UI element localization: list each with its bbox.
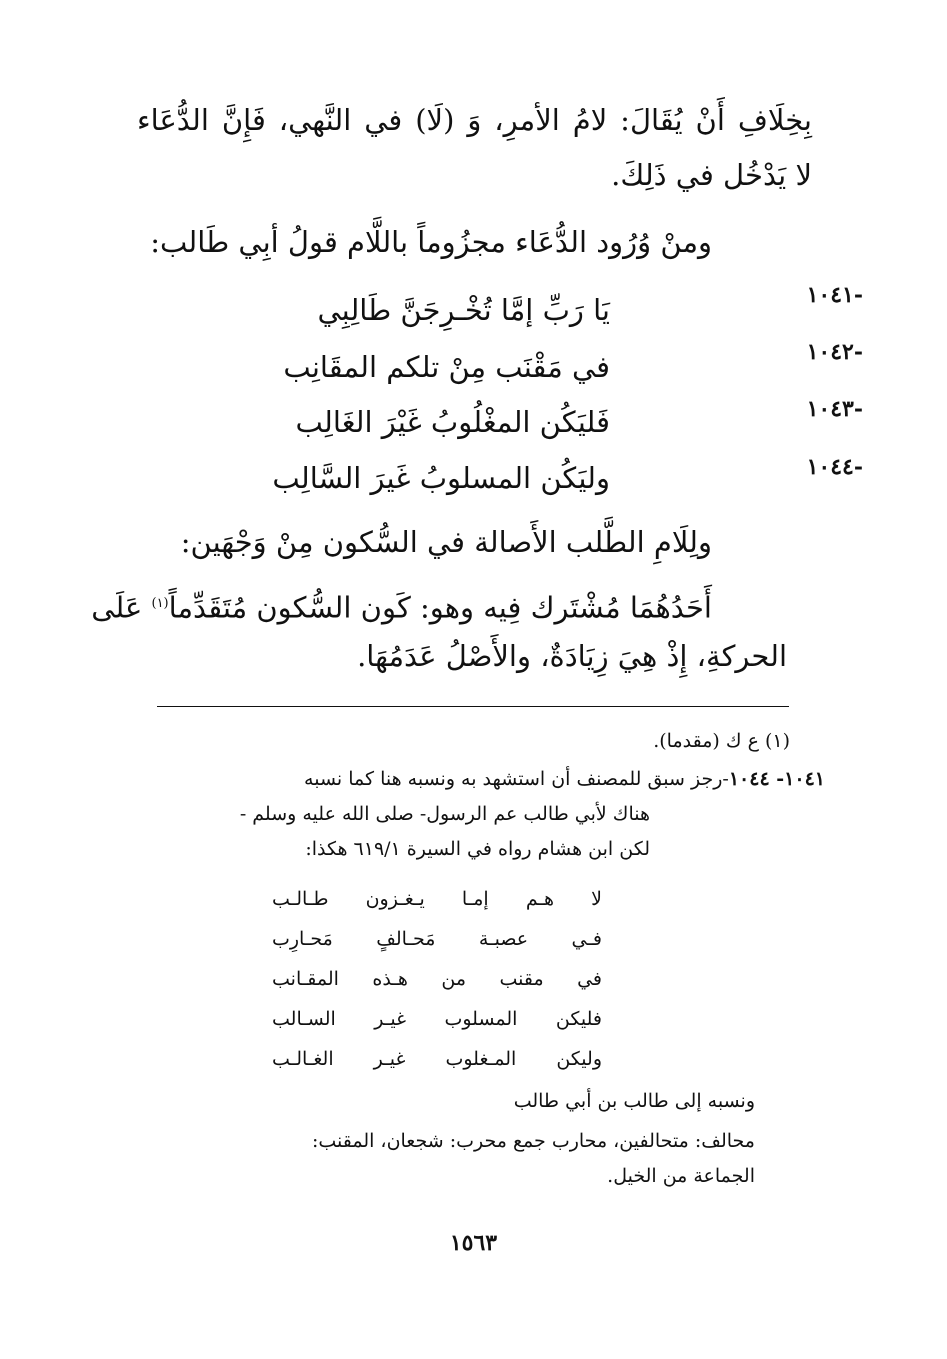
footnote-reference: (١) [151,596,169,611]
footnote-1: (١) ع ك (مقدما). [653,730,790,752]
footnote-poem-line: فليكن المسلوب غيـر السـالب [272,1008,602,1030]
body-line-2: لا يَدْخُل في ذَلِكَ. [611,158,812,192]
body-line-1: بِخِلَافِ أَنْ يُقَالَ: لامُ الأمرِ، وَ (لَا) في النَّهي، فَإِنَّ الدُّعَاء [137,103,812,137]
footnote-ref-line-2: هناك لأبي طالب عم الرسول- صلى الله عليه وسلم - [239,803,650,825]
body-line-6: الحركةِ، إِذْ هِيَ زِيَادَةٌ، والأَصْلُ عَدَمُهَا. [357,639,787,673]
footnote-poem-line: في مقنب من هـذه المقـانب [272,968,602,990]
footnote-divider [157,706,789,707]
verse-number: -١٠٤٢ [806,339,863,365]
footnote-ref-number: ١٠٤١- ١٠٤٤ [728,768,825,790]
body-line-5-text: أَحَدُهُمَا مُشْتَرك فِيه وهو: كَون السُّكون مُتَقَدِّماً [168,590,712,625]
body-line-4: ولِلَامِ الطَّلب الأَصالة في السُّكون مِنْ وَجْهَين: [180,525,712,559]
body-line-5 [91,584,712,628]
footnote-poem-line: فـي عصبـة مَحـالفٍ مَحـارِب [272,928,602,950]
verse-line: يَا رَبِّ إمَّا تُخْـرِجَنَّ طَالِبِي [317,293,610,327]
footnote-poem-line: وليكن المـغلوب غيـر الغـالـب [272,1048,602,1070]
verse-number: -١٠٤٣ [806,396,863,422]
verse-number: -١٠٤٤ [806,454,863,480]
footnote-ref-line-3: لكن ابن هشام رواه في السيرة ٦١٩/١ هكذا: [305,838,650,860]
verse-line: فَليَكُن المغْلُوبُ غَيْرَ الغَالِب [295,405,610,439]
page-number: ١٥٦٣ [449,1230,498,1256]
verse-line: في مَقْنَب مِنْ تلكم المقَانِب [283,350,610,384]
body-line-3: ومنْ وُرُود الدُّعَاء مجزُوماً باللَّام قولُ أبِي طَالب: [150,225,712,259]
footnote-ref-text: -رجز سبق للمصنف أن استشهد به ونسبه هنا كما نسبه [304,768,729,790]
footnote-poem-line: لا هـم إمـا يـغـزون طـالـب [272,888,602,910]
verse-line: وليَكُن المسلوبُ غَيرَ السَّالِب [272,461,610,495]
verse-number: -١٠٤١ [806,282,863,308]
body-line-5-end: عَلَى [91,590,152,625]
footnote-ref-line-1 [304,764,825,794]
footnote-gloss-2: الجماعة من الخيل. [607,1165,755,1187]
footnote-attribution: ونسبه إلى طالب بن أبي طالب [513,1090,755,1112]
footnote-gloss-1: محالف: متحالفين، محارب جمع محرب: شجعان، المقنب: [311,1130,755,1152]
